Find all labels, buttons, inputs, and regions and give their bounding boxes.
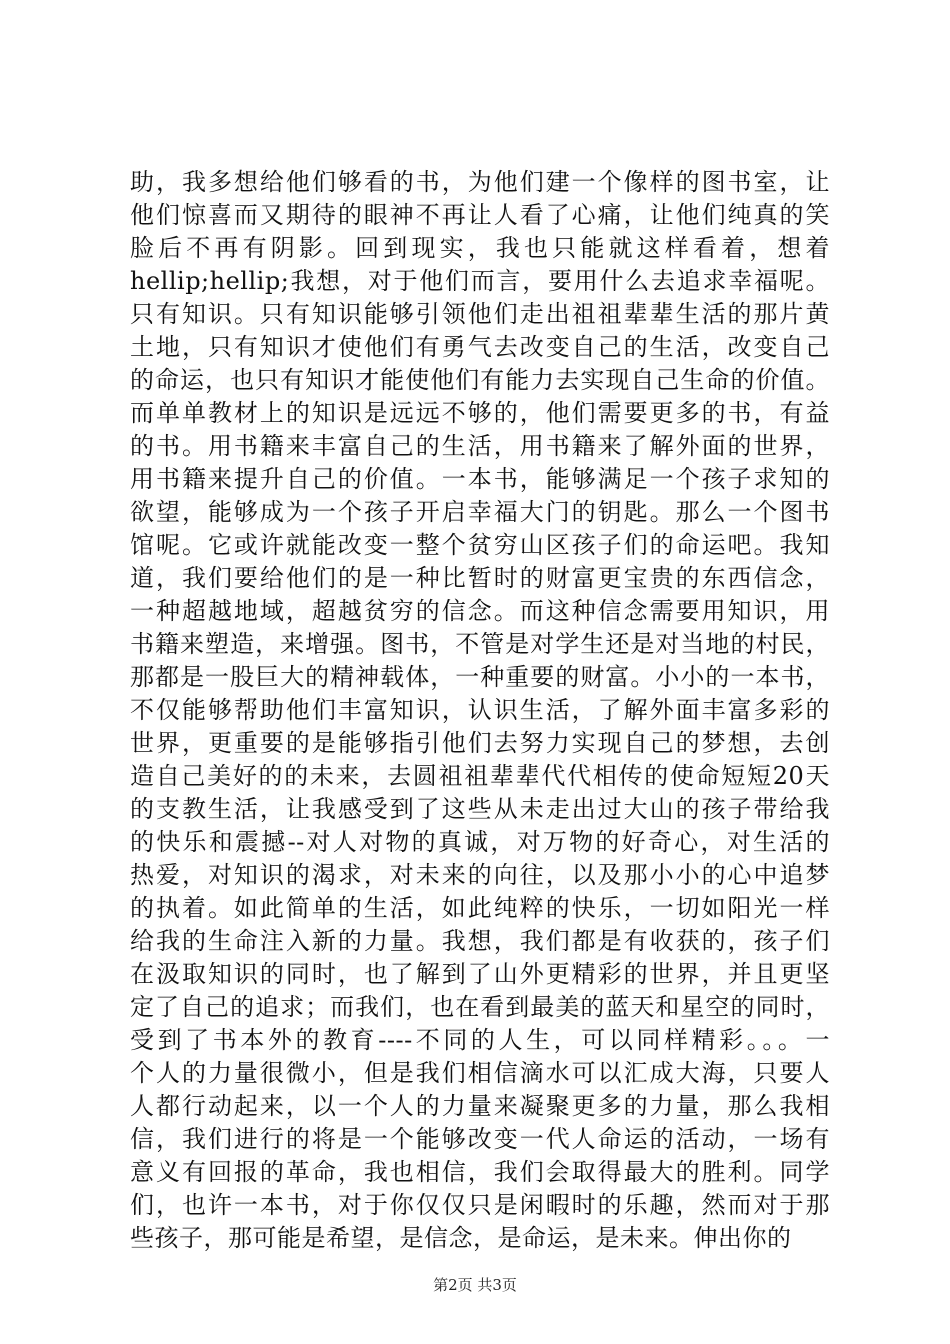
body-text [130, 166, 830, 1255]
text-line: 那都是一股巨大的精神载体，一种重要的财富。小小的一本书， [130, 663, 830, 691]
page-footer: 第2页 共3页 [433, 1276, 517, 1294]
text-line: 给我的生命注入新的力量。我想，我们都是有收获的，孩子们 [130, 927, 830, 955]
text-line: 定了自己的追求；而我们，也在看到最美的蓝天和星空的同时， [130, 993, 830, 1021]
text-line: 热爱，对知识的渴求，对未来的向往，以及那小小的心中追梦 [130, 861, 830, 889]
text-line: 些孩子，那可能是希望，是信念，是命运，是未来。伸出你的 [130, 1224, 792, 1252]
text-line: 用书籍来提升自己的价值。一本书，能够满足一个孩子求知的 [130, 465, 830, 493]
text-line: 的快乐和震撼--对人对物的真诚，对万物的好奇心，对生活的 [130, 828, 830, 856]
text-line: 欲望，能够成为一个孩子开启幸福大门的钥匙。那么一个图书 [130, 498, 830, 526]
text-line: 们，也许一本书，对于你仅仅只是闲暇时的乐趣，然而对于那 [130, 1191, 830, 1219]
text-line: 意义有回报的革命，我也相信，我们会取得最大的胜利。同学 [130, 1158, 830, 1186]
text-line: 世界，更重要的是能够指引他们去努力实现自己的梦想，去创 [130, 729, 830, 757]
text-line: 造自己美好的的未来，去圆祖祖辈辈代代相传的使命短短20天 [130, 762, 830, 790]
text-line: 的支教生活，让我感受到了这些从未走出过大山的孩子带给我 [130, 795, 830, 823]
text-line: 人都行动起来，以一个人的力量来凝聚更多的力量，那么我相 [130, 1092, 830, 1120]
text-line: hellip;hellip;我想，对于他们而言，要用什么去追求幸福呢。 [130, 267, 830, 295]
text-line: 土地，只有知识才使他们有勇气去改变自己的生活，改变自己 [130, 333, 830, 361]
text-line: 不仅能够帮助他们丰富知识，认识生活，了解外面丰富多彩的 [130, 696, 830, 724]
text-line: 助，我多想给他们够看的书，为他们建一个像样的图书室，让 [130, 168, 830, 196]
text-line: 一种超越地域，超越贫穷的信念。而这种信念需要用知识，用 [130, 597, 830, 625]
text-line: 个人的力量很微小，但是我们相信滴水可以汇成大海，只要人 [130, 1059, 830, 1087]
text-line: 只有知识。只有知识能够引领他们走出祖祖辈辈生活的那片黄 [130, 300, 830, 328]
text-line: 道，我们要给他们的是一种比暂时的财富更宝贵的东西信念， [130, 564, 830, 592]
text-line: 脸后不再有阴影。回到现实，我也只能就这样看着，想着 [130, 234, 830, 262]
text-line: 受到了书本外的教育----不同的人生，可以同样精彩。。。一 [130, 1026, 830, 1054]
text-line: 书籍来塑造，来增强。图书，不管是对学生还是对当地的村民， [130, 630, 830, 658]
text-line: 的书。用书籍来丰富自己的生活，用书籍来了解外面的世界， [130, 432, 830, 460]
text-line: 而单单教材上的知识是远远不够的，他们需要更多的书，有益 [130, 399, 830, 427]
text-line: 的执着。如此简单的生活，如此纯粹的快乐，一切如阳光一样 [130, 894, 830, 922]
text-line: 信，我们进行的将是一个能够改变一代人命运的活动，一场有 [130, 1125, 830, 1153]
text-line: 馆呢。它或许就能改变一整个贫穷山区孩子们的命运吧。我知 [130, 531, 830, 559]
text-line: 在汲取知识的同时，也了解到了山外更精彩的世界，并且更坚 [130, 960, 830, 988]
text-line: 的命运，也只有知识才能使他们有能力去实现自己生命的价值。 [130, 366, 830, 394]
text-line: 他们惊喜而又期待的眼神不再让人看了心痛，让他们纯真的笑 [130, 201, 830, 229]
